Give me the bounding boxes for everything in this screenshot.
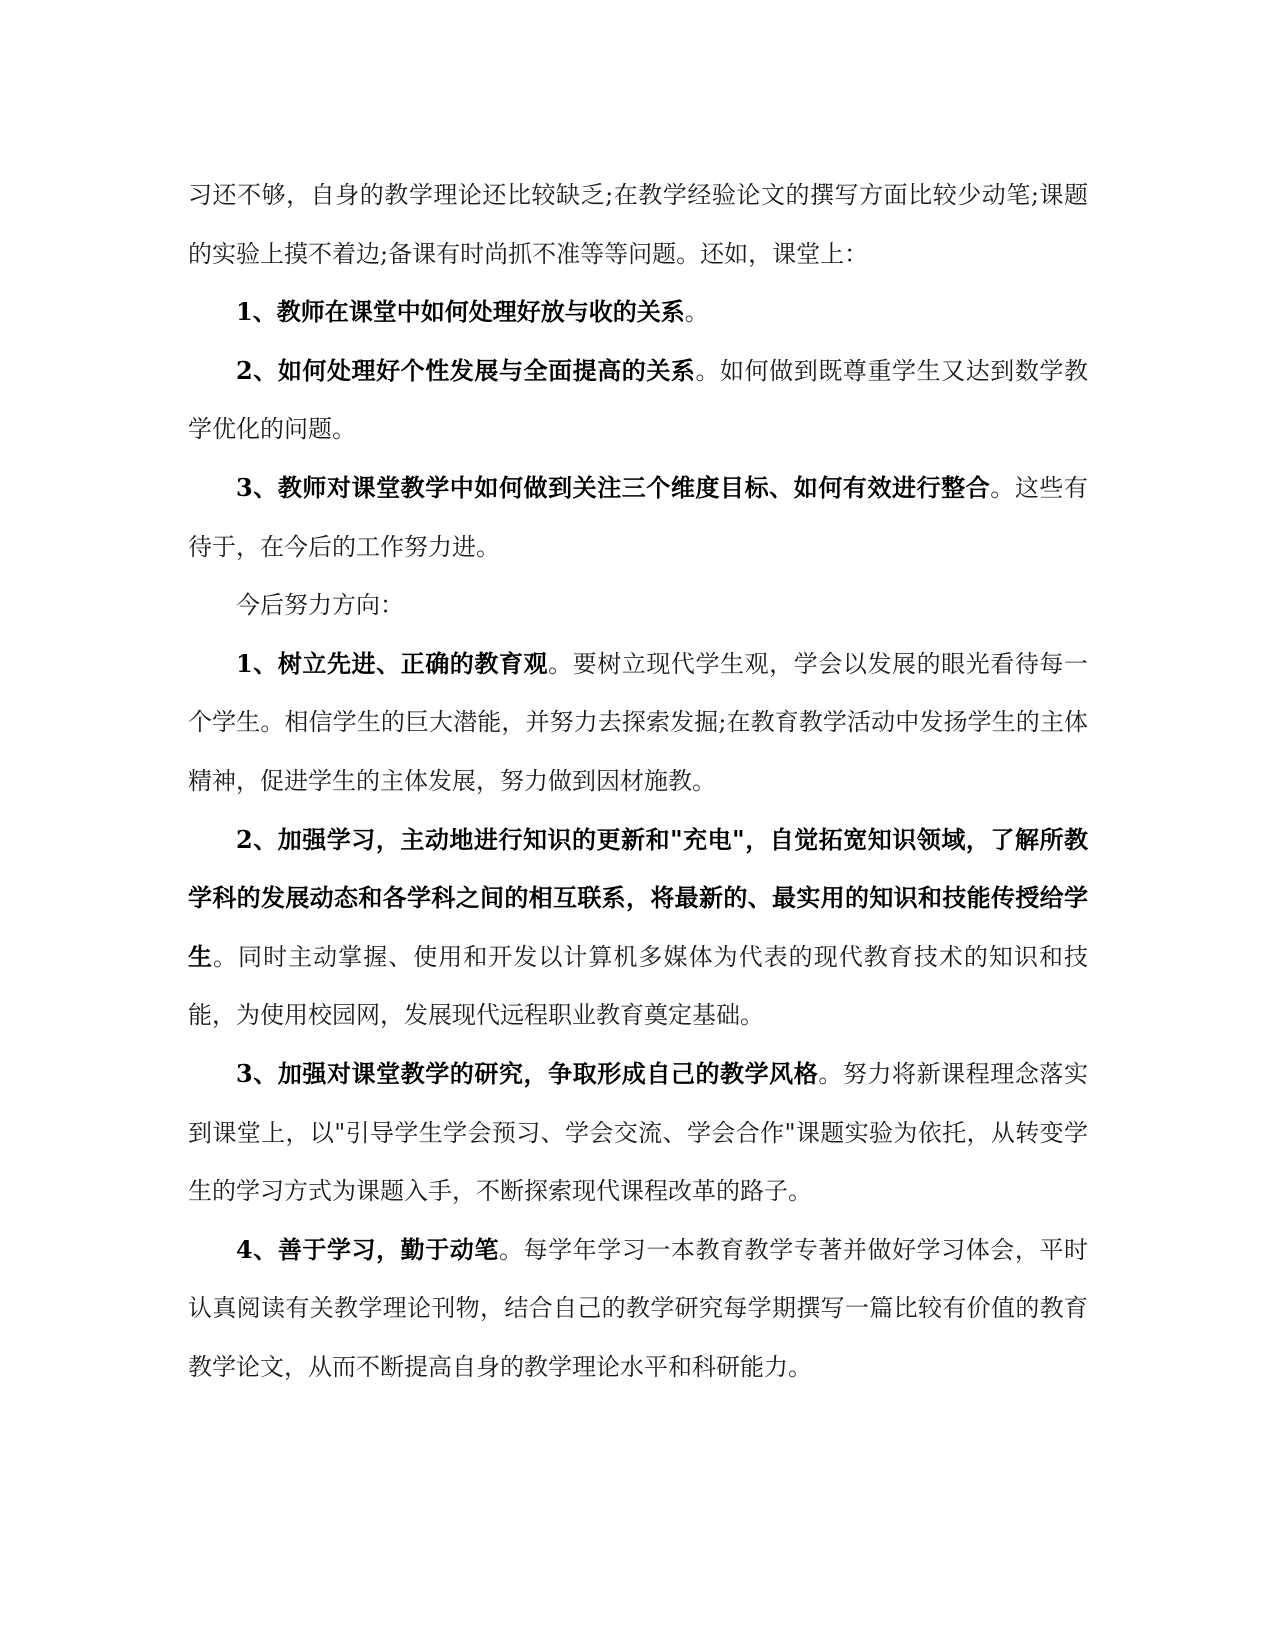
paragraph-bold-lead: 2、加强学习，主动地进行知识的更新和"充电"，自觉拓宽知识领域，了解所教学科的发展动态和各学科之间的相互联系，将最新的、最实用的知识和技能传授给学生: [188, 824, 1088, 971]
paragraph-bold-lead: 2、如何处理好个性发展与全面提高的关系: [236, 355, 696, 385]
paragraph-text: 今后努力方向：: [236, 591, 404, 620]
paragraph-intro: [188, 166, 1088, 283]
paragraph-bold-lead: 1、教师在课堂中如何处理好放与收的关系: [236, 297, 685, 327]
paragraph-direction-2: [188, 811, 1088, 1045]
paragraph-bold-lead: 4、善于学习，勤于动笔: [236, 1234, 499, 1264]
paragraph-issue-2: [188, 342, 1088, 459]
paragraph-issue-1: [188, 283, 1088, 342]
paragraph-direction-4: [188, 1221, 1088, 1397]
paragraph-text: 习还不够，自身的教学理论还比较缺乏;在教学经验论文的撰写方面比较少动笔;课题的实验上摸不着边;备课有时尚抓不准等等问题。还如，课堂上：: [188, 181, 1088, 268]
paragraph-direction-3: [188, 1045, 1088, 1221]
document-body: [188, 166, 1088, 1396]
paragraph-text: 。同时主动掌握、使用和开发以计算机多媒体为代表的现代教育技术的知识和技能，为使用校园网，发展现代远程职业教育奠定基础。: [188, 942, 1088, 1030]
paragraph-text: 。努力将新课程理念落实到课堂上，以"引导学生学会预习、学会交流、学会合作"课题实验为依托，从转变学生的学习方式为课题入手，不断探索现代课程改革的路子。: [188, 1059, 1089, 1206]
paragraph-text: 。: [684, 298, 709, 327]
paragraph-text: 。要树立现代学生观，学会以发展的眼光看待每一个学生。相信学生的巨大潜能，并努力去探索发掘;在教育教学活动中发扬学生的主体精神，促进学生的主体发展，努力做到因材施教。: [188, 649, 1088, 795]
paragraph-bold-lead: 3、教师对课堂教学中如何做到关注三个维度目标、如何有效进行整合: [236, 472, 991, 502]
paragraph-text: 。这些有待于，在今后的工作努力进。: [188, 473, 1088, 561]
paragraph-text: 。每学年学习一本教育教学专著并做好学习体会，平时认真阅读有关教学理论刊物，结合自己的教学研究每学期撰写一篇比较有价值的教育教学论文，从而不断提高自身的教学理论水平和科研能力。: [188, 1235, 1089, 1381]
paragraph-text: 。如何做到既尊重学生又达到数学教学优化的问题。: [188, 356, 1088, 444]
paragraph-issue-3: [188, 459, 1088, 576]
paragraph-bold-lead: 1、树立先进、正确的教育观: [236, 648, 549, 678]
paragraph-direction-1: [188, 635, 1088, 811]
paragraph-direction-heading: [188, 576, 1088, 635]
paragraph-bold-lead: 3、加强对课堂教学的研究，争取形成自己的教学风格: [236, 1058, 819, 1088]
